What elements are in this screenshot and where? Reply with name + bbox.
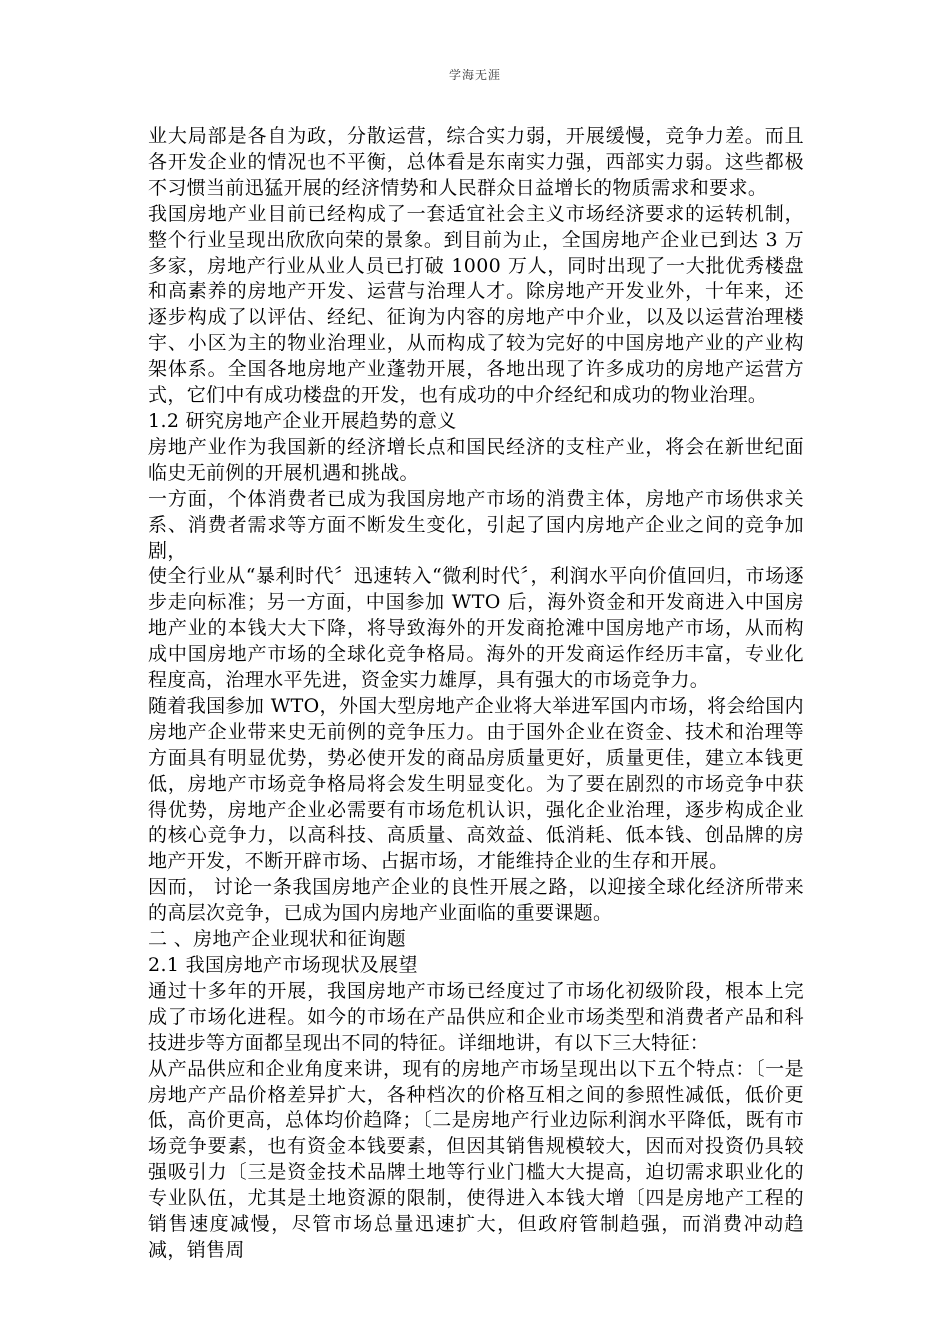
paragraph-industry-mechanism: 我国房地产业目前已经构成了一套适宜社会主义市场经济要求的运转机制，整个行业呈现出欣欣向荣的景象。到目前为止，全国房地产企业已到达 3 万多家，房地产行业从业人员已打破 1000 万人，同时出现了一大批优秀楼盘和高素养的房地产开发、运营与治理人才。除房地产开发业外，十年来，还逐步构成了以评估、经纪、征询为内容的房地产中介业，以及以运营治理楼宇、小区为主的物业治理业，从而构成了较为完好的中国房地产业的产业构架体系。全国各地房地产业蓬勃开展，各地出现了许多成功的房地产运营方式，它们中有成功楼盘的开发，也有成功的中介经纪和成功的物业治理。 — [148, 202, 804, 407]
paragraph-five-features: 从产品供应和企业角度来讲，现有的房地产市场呈现出以下五个特点：〔一是房地产产品价格差异扩大，各种档次的价格互相之间的参照性减低，低价更低，高价更高，总体均价趋降；〔二是房地产行业边际利润水平降低，既有市场竞争要素，也有资金本钱要素，但因其销售规模较大，因而对投资仍具较强吸引力〔三是资金技术品牌土地等行业门槛大大提高，迫切需求职业化的专业队伍，尤其是土地资源的限制，使得进入本钱大增〔四是房地产工程的销售速度减慢，尽管市场总量迅速扩大，但政府管制趋强，而消费冲动趋减，销售周 — [148, 1057, 804, 1261]
paragraph-pillar-industry: 房地产业作为我国新的经济增长点和国民经济的支柱产业，将会在新世纪面临史无前例的开展机遇和挑战。 — [148, 435, 804, 484]
paragraph-market-development: 通过十多年的开展，我国房地产市场已经度过了市场化初级阶段，根本上完成了市场化进程。如今的市场在产品供应和企业市场类型和消费者产品和科技进步等方面都呈现出不同的特征。详细地讲，有以下三大特征： — [148, 979, 804, 1054]
paragraph-consumer-demand: 一方面，个体消费者已成为我国房地产市场的消费主体，房地产市场供求关系、消费者需求等方面不断发生变化，引起了国内房地产企业之间的竞争加剧， — [148, 487, 804, 562]
paragraph-wto-entry: 使全行业从“暴利时代〞迅速转入“微利时代〞，利润水平向价值回归，市场逐步走向标准；另一方面，中国参加 WTO 后，海外资金和开发商进入中国房地产业的本钱大大下降，将导致海外的开发商抢滩中国房地产市场，从而构成中国房地产市场的全球化竞争格局。海外的开发商运作经历丰富，专业化程度高，治理水平先进，资金实力雄厚，具有强大的市场竞争力。 — [148, 565, 804, 692]
paragraph-industry-status: 业大局部是各自为政，分散运营，综合实力弱，开展缓慢，竞争力差。而且各开发企业的情况也不平衡，总体看是东南实力强，西部实力弱。这些都极不习惯当前迅猛开展的经济情势和人民群众日益增长的物质需求和要求。 — [148, 125, 804, 199]
section-heading-2: 二 、房地产企业现状和征询题 — [148, 928, 406, 951]
document-body — [148, 124, 804, 1264]
paragraph-competition-pressure: 随着我国参加 WTO，外国大型房地产企业将大举进军国内市场，将会给国内房地产企业带来史无前例的竞争压力。由于国外企业在资金、技术和治理等方面具有明显优势，势必使开发的商品房质量更好，质量更佳，建立本钱更低，房地产市场竞争格局将会发生明显变化。为了要在剧烈的市场竞争中获得优势，房地产企业必需要有市场危机认识，强化企业治理，逐步构成企业的核心竞争力，以高科技、高质量、高效益、低消耗、低本钱、创品牌的房地产开发，不断开辟市场、占据市场，才能维持企业的生存和开展。 — [148, 694, 804, 873]
section-heading-2-1: 2.1 我国房地产市场现状及展望 — [148, 954, 418, 976]
section-heading-1-2: 1.2 研究房地产企业开展趋势的意义 — [148, 409, 457, 432]
running-header: 学海无涯 — [448, 68, 501, 82]
paragraph-conclusion: 因而， 讨论一条我国房地产企业的良性开展之路，以迎接全球化经济所带来的高层次竞争，已成为国内房地产业面临的重要课题。 — [148, 876, 804, 925]
